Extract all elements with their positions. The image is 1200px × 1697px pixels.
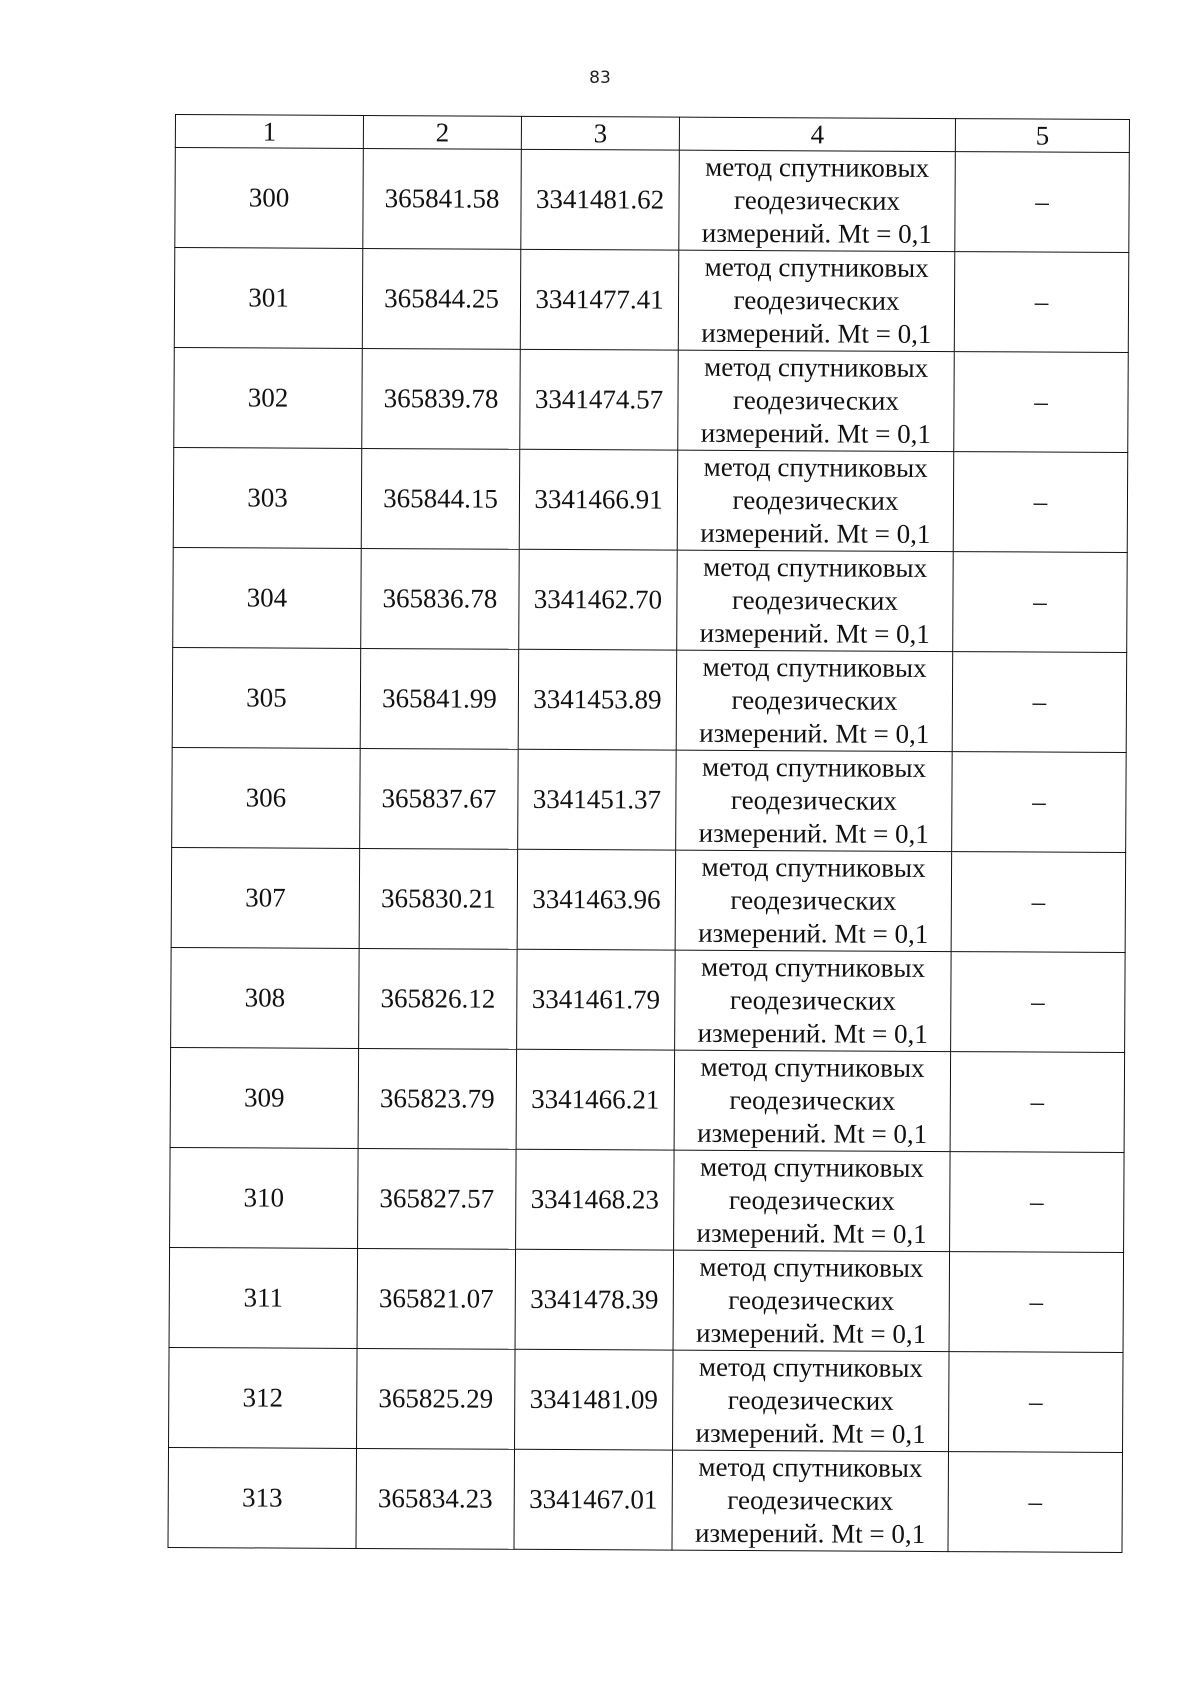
method-text-line: метод спутниковых <box>703 551 928 583</box>
method-text-line: измерений. Mt = 0,1 <box>701 217 933 249</box>
point-number-cell: 308 <box>171 947 360 1048</box>
note-cell: – <box>953 452 1128 553</box>
method-text-line: метод спутниковых <box>700 1051 925 1083</box>
header-cell-2: 2 <box>363 115 521 149</box>
table-row <box>172 747 1127 852</box>
method-text-line: геодезических <box>729 1084 896 1116</box>
method-text-line: измерений. Mt = 0,1 <box>699 617 930 649</box>
table-body <box>168 115 1129 1553</box>
note-cell: – <box>950 1152 1125 1253</box>
table-row <box>172 647 1127 752</box>
method-text-line: геодезических <box>732 484 899 516</box>
coordinate-x-cell: 365825.29 <box>357 1348 516 1449</box>
method-text-line: метод спутниковых <box>698 1451 923 1483</box>
coordinate-x-cell: 365830.21 <box>359 848 518 949</box>
method-text-line: метод спутниковых <box>705 151 930 183</box>
note-cell: – <box>951 952 1126 1053</box>
coordinate-x-cell: 365827.57 <box>358 1148 517 1249</box>
point-number-cell: 306 <box>172 747 361 848</box>
coordinate-x-cell: 365841.99 <box>360 648 519 749</box>
method-text-line: геодезических <box>729 984 896 1016</box>
note-cell: – <box>955 152 1130 253</box>
table-row <box>169 1347 1124 1452</box>
table-row <box>171 947 1126 1052</box>
header-cell-1: 1 <box>175 115 363 149</box>
coordinate-x-cell: 365834.23 <box>356 1448 515 1549</box>
coordinate-y-cell: 3341478.39 <box>515 1249 674 1350</box>
coordinate-y-cell: 3341453.89 <box>518 649 677 750</box>
coordinate-y-cell: 3341462.70 <box>519 549 678 650</box>
method-text-line: геодезических <box>732 384 900 416</box>
coordinate-y-cell: 3341481.62 <box>521 149 680 250</box>
method-cell <box>674 1150 951 1251</box>
coordinate-x-cell: 365837.67 <box>360 748 519 849</box>
method-cell <box>675 950 952 1051</box>
method-text-line: геодезических <box>731 584 898 616</box>
coordinate-x-cell: 365844.15 <box>361 448 520 549</box>
coordinate-y-cell: 3341463.96 <box>517 849 676 950</box>
coordinate-y-cell: 3341466.91 <box>519 449 678 550</box>
method-text-line: измерений. Mt = 0,1 <box>700 417 931 449</box>
table-row <box>173 547 1128 652</box>
method-text-line: метод спутниковых <box>703 451 928 483</box>
table-row <box>169 1247 1124 1352</box>
table-row <box>171 847 1126 952</box>
method-text-line: метод спутниковых <box>698 1351 924 1383</box>
coordinate-x-cell: 365844.25 <box>362 248 521 349</box>
method-cell <box>676 750 953 851</box>
note-cell: – <box>952 752 1127 853</box>
method-cell <box>678 250 955 351</box>
coordinate-x-cell: 365836.78 <box>361 548 520 649</box>
method-text-line: геодезических <box>731 684 898 716</box>
table-row <box>174 347 1129 452</box>
method-text-line: измерений. Mt = 0,1 <box>695 1417 926 1449</box>
header-cell-3: 3 <box>521 116 679 150</box>
table-row <box>168 1447 1123 1552</box>
method-text-line: измерений. Mt = 0,1 <box>698 917 929 949</box>
method-text-line: измерений. Mt = 0,1 <box>699 717 930 749</box>
method-text-line: измерений. Mt = 0,1 <box>698 817 929 849</box>
coordinate-y-cell: 3341461.79 <box>517 949 676 1050</box>
method-text-line: геодезических <box>727 1484 894 1516</box>
point-number-cell: 312 <box>169 1347 358 1448</box>
method-text-line: геодезических <box>733 284 900 316</box>
note-cell: – <box>954 252 1129 353</box>
coordinate-y-cell: 3341477.41 <box>520 249 679 350</box>
method-cell <box>677 550 954 651</box>
coordinate-x-cell: 365839.78 <box>362 348 521 449</box>
method-cell <box>677 450 954 551</box>
method-text-line: геодезических <box>728 1184 895 1216</box>
coordinate-y-cell: 3341481.09 <box>515 1349 674 1450</box>
point-number-cell: 304 <box>173 547 362 648</box>
method-text-line: метод спутниковых <box>702 751 927 783</box>
note-cell: – <box>949 1352 1124 1453</box>
method-text-line: измерений. Mt = 0,1 <box>694 1517 926 1549</box>
method-text-line: метод спутниковых <box>701 851 926 883</box>
method-text-line: метод спутниковых <box>704 251 929 283</box>
note-cell: – <box>953 552 1128 653</box>
method-text-line: геодезических <box>734 184 901 216</box>
point-number-cell: 305 <box>172 647 361 748</box>
header-cell-5: 5 <box>955 119 1129 153</box>
method-cell <box>673 1250 950 1351</box>
table-row <box>174 248 1129 353</box>
method-text-line: метод спутниковых <box>699 1151 925 1183</box>
method-text-line: метод спутниковых <box>699 1251 924 1283</box>
method-cell <box>676 650 953 751</box>
note-cell: – <box>949 1252 1124 1353</box>
method-cell <box>672 1450 949 1551</box>
method-cell <box>675 850 952 951</box>
point-number-cell: 311 <box>169 1247 358 1348</box>
method-text-line: геодезических <box>730 784 897 816</box>
method-text-line: геодезических <box>727 1384 894 1416</box>
method-cell <box>679 150 956 251</box>
coordinates-table <box>167 114 1129 1553</box>
coordinate-x-cell: 365841.58 <box>363 148 522 249</box>
coordinate-y-cell: 3341466.21 <box>516 1049 675 1150</box>
coordinate-x-cell: 365821.07 <box>357 1248 516 1349</box>
point-number-cell: 300 <box>175 148 364 249</box>
method-cell <box>673 1350 950 1451</box>
note-cell: – <box>950 1052 1125 1153</box>
page-number: 83 <box>589 68 611 88</box>
coordinate-y-cell: 3341451.37 <box>518 749 677 850</box>
table-row <box>175 148 1130 253</box>
method-cell <box>674 1050 951 1151</box>
note-cell: – <box>954 352 1129 453</box>
note-cell: – <box>951 852 1126 953</box>
table-row <box>173 447 1128 552</box>
method-text-line: измерений. Mt = 0,1 <box>701 317 932 349</box>
method-text-line: метод спутниковых <box>704 351 929 383</box>
method-text-line: измерений. Mt = 0,1 <box>697 1017 928 1049</box>
table-header-row <box>175 115 1129 153</box>
point-number-cell: 310 <box>170 1147 359 1248</box>
coordinate-y-cell: 3341474.57 <box>520 349 679 450</box>
method-text-line: геодезических <box>730 884 897 916</box>
point-number-cell: 301 <box>174 248 363 349</box>
method-text-line: измерений. Mt = 0,1 <box>695 1317 927 1349</box>
method-text-line: метод спутниковых <box>700 951 926 983</box>
note-cell: – <box>952 652 1127 753</box>
method-cell <box>678 350 955 451</box>
point-number-cell: 302 <box>174 347 363 448</box>
coordinate-x-cell: 365823.79 <box>358 1048 517 1149</box>
table-row <box>170 1047 1125 1152</box>
coordinate-y-cell: 3341468.23 <box>516 1149 675 1250</box>
note-cell: – <box>948 1452 1123 1553</box>
coordinate-y-cell: 3341467.01 <box>514 1449 673 1550</box>
point-number-cell: 313 <box>168 1447 357 1548</box>
table-row <box>170 1147 1125 1252</box>
point-number-cell: 303 <box>173 447 362 548</box>
method-text-line: геодезических <box>728 1284 895 1316</box>
header-cell-4: 4 <box>679 117 955 151</box>
method-text-line: измерений. Mt = 0,1 <box>700 517 931 549</box>
method-text-line: измерений. Mt = 0,1 <box>696 1217 927 1249</box>
point-number-cell: 309 <box>170 1047 359 1148</box>
method-text-line: измерений. Mt = 0,1 <box>697 1117 928 1149</box>
point-number-cell: 307 <box>171 847 360 948</box>
coordinate-x-cell: 365826.12 <box>359 948 518 1049</box>
method-text-line: метод спутниковых <box>702 651 927 683</box>
